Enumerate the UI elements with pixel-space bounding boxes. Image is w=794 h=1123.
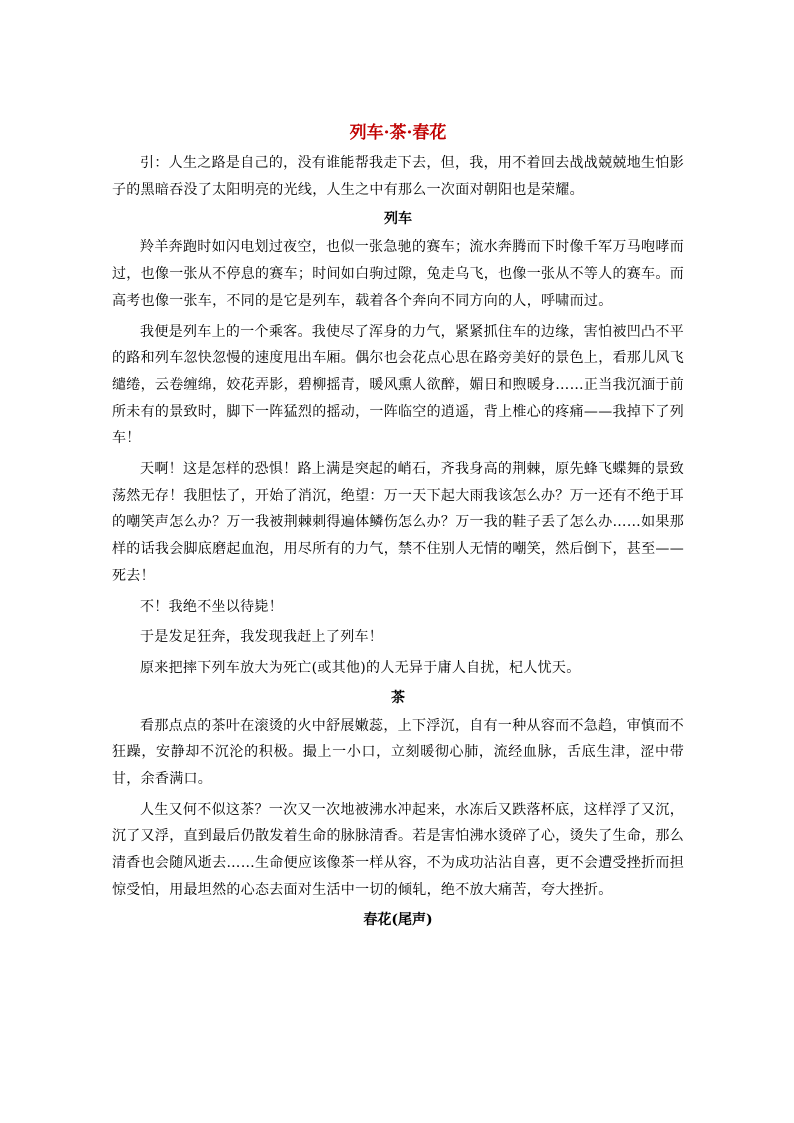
train-paragraph-5: 于是发足狂奔，我发现我赶上了列车！	[140, 629, 384, 646]
document-page	[112, 120, 684, 935]
train-paragraph-3: 天啊！这是怎样的恐惧！路上满是突起的峭石，齐我身高的荆棘，原先蜂飞蝶舞的景致荡然无存！我胆怯了，开始了消沉，绝望：万一天下起大雨我该怎么办？万一还有不绝于耳的嘲笑声怎么办？万一我被荆棘刺得遍体鳞伤怎么办？万一我的鞋子丢了怎么办……如果那样的话我会脚底磨起血泡，用尽所有的力气，禁不住别人无情的嘲笑，然后倒下，甚至——死去！	[112, 461, 684, 584]
tea-paragraph-2: 人生又何不似这茶？一次又一次地被沸水冲起来，水冻后又跌落杯底，这样浮了又沉，沉了又浮，直到最后仍散发着生命的脉脉清香。若是害怕沸水烫碎了心，烫失了生命，那么清香也会随风逝去……生命便应该像茶一样从容，不为成功沾沾自喜，更不会遭受挫折而担惊受怕，用最坦然的心态去面对生活中一切的倾轧，绝不放大痛苦，夸大挫折。	[112, 801, 684, 898]
train-paragraph-4: 不！我绝不坐以待毙！	[140, 598, 283, 615]
train-paragraph-2: 我便是列车上的一个乘客。我使尽了浑身的力气，紧紧抓住车的边缘，害怕被凹凸不平的路和列车忽快忽慢的速度甩出车厢。偶尔也会花点心思在路旁美好的景色上，看那儿风飞缱绻，云卷缠绵，姣花弄影，碧柳摇青，暖风熏人欲醉，媚日和煦暖身……正当我沉湎于前所未有的景致时，脚下一阵猛烈的摇动，一阵临空的逍遥，背上椎心的疼痛——我掉下了列车！	[112, 323, 684, 447]
section-heading-spring-flower: 春花(尾声)	[363, 911, 433, 928]
document-title: 列车·茶·春花	[349, 123, 447, 143]
section-heading-train: 列车	[384, 211, 412, 228]
tea-paragraph-1: 看那点点的茶叶在滚烫的火中舒展嫩蕊，上下浮沉，自有一种从容而不急趋，审慎而不狂躁，安静却不沉沦的积极。撮上一小口，立刻暖彻心肺，流经血脉，舌底生津，涩中带甘，余香满口。	[112, 717, 684, 788]
train-paragraph-6: 原来把摔下列车放大为死亡(或其他)的人无异于庸人自扰，杞人忧天。	[140, 659, 581, 676]
train-paragraph-1: 羚羊奔跑时如闪电划过夜空，也似一张急驰的赛车；流水奔腾而下时像千军万马咆哮而过，也像一张从不停息的赛车；时间如白驹过隙，兔走乌飞，也像一张从不等人的赛车。而高考也像一张车，不同的是它是列车，载着各个奔向不同方向的人，呼啸而过。	[112, 239, 684, 309]
intro-paragraph: 引：人生之路是自己的，没有谁能帮我走下去，但，我，用不着回去战战兢兢地生怕影子的黑暗吞没了太阳明亮的光线，人生之中有那么一次面对朝阳也是荣耀。	[112, 155, 684, 198]
section-heading-tea: 茶	[391, 689, 405, 706]
